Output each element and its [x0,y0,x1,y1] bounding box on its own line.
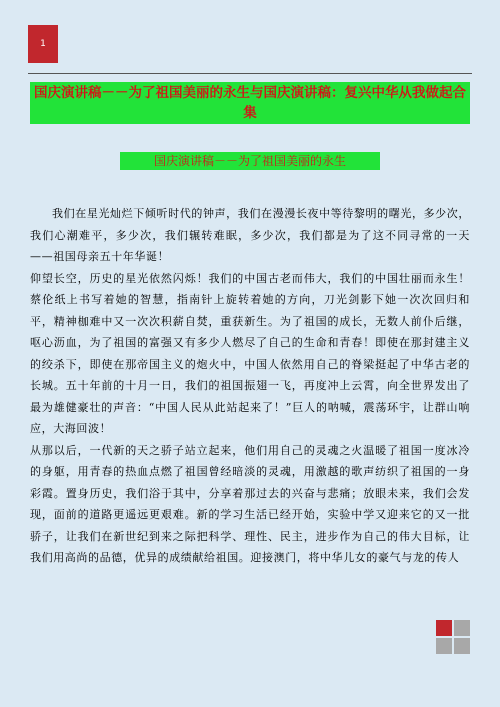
corner-block-red [436,620,452,636]
paragraph: 从那以后，一代新的天之骄子站立起来，他们用自己的灵魂之火温暖了祖国一度冰冷的身躯，用青春的热血点燃了祖国曾经暗淡的灵魂，用激越的歌声纺织了祖国的一身彩霞。置身历史，我们浴于其中，分享着那过去的兴奋与悲痛；放眼未来，我们会发现，面前的道路更遥远更艰难。新的学习生活已经开始，实验中学又迎来它的又一批骄子，让我们在新世纪到来之际把科学、理性、民主，进步作为自己的伟大目标，让我们用高尚的品德，优异的成绩献给祖国。迎接澳门，将中华儿女的豪气与龙的传人 [30,443,470,564]
paragraph: 我们在星光灿烂下倾听时代的钟声，我们在漫漫长夜中等待黎明的曙光，多少次，我们心潮难平，多少次，我们辗转难眠，多少次，我们都是为了这不同寻常的一天——祖国母亲五十年华诞！ [30,207,470,263]
header-divider [28,73,472,74]
corner-block-gray [454,620,470,636]
paragraph: 仰望长空，历史的星光依然闪烁！我们的中国古老而伟大，我们的中国壮丽而永生！蔡伦纸上书写着她的智慧，指南针上旋转着她的方向，刀光剑影下她一次次回归和平，精神枷难中又一次次积薪自焚，重获新生。为了祖国的成长，无数人前仆后继，呕心沥血，为了祖国的富强又有多少人燃尽了自己的生命和青春！即使在那封建主义的绞杀下，即使在那帝国主义的炮火中，中国人依然用自己的脊梁挺起了中华古老的长城。五十年前的十月一日，我们的祖国振翅一飞，再度冲上云霄，向全世界发出了最为雄健豪壮的声音：“中国人民从此站起来了！”巨人的呐喊，震荡环宇，让群山响应，大海回波！ [30,271,470,435]
corner-block-gray [454,638,470,654]
document-title: 国庆演讲稿－－为了祖国美丽的永生与国庆演讲稿：复兴中华从我做起合集 [30,82,470,124]
page-number-badge: 1 [28,25,58,63]
corner-block-gray [436,638,452,654]
section-heading: 国庆演讲稿－－为了祖国美丽的永生 [120,152,380,170]
document-body [30,203,470,569]
corner-decoration [436,620,472,656]
